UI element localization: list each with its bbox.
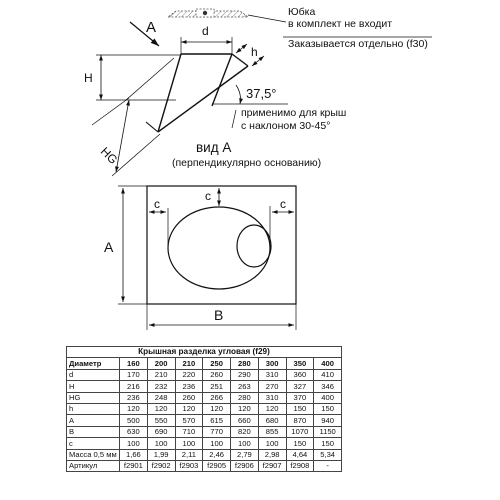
label-c-top: c [205, 189, 211, 203]
table-cell: f2908 [286, 460, 314, 471]
table-cell: 120 [175, 403, 203, 414]
dimension-h [236, 44, 264, 66]
skirt-note-line-2: в комплект не входит [288, 18, 393, 30]
table-row [67, 369, 342, 380]
row-label: HG [67, 392, 120, 403]
row-label: B [67, 426, 120, 437]
table-cell: 150 [314, 438, 342, 449]
table-row [67, 438, 342, 449]
column-header: 160 [120, 358, 148, 369]
table-body [67, 369, 342, 472]
label-A: A [104, 239, 114, 255]
table-cell: 236 [120, 392, 148, 403]
table-cell: 615 [203, 415, 231, 426]
row-label: Артикул [67, 460, 120, 471]
table-cell: 290 [231, 369, 259, 380]
table-cell: - [314, 460, 342, 471]
table-row [67, 449, 342, 460]
table-row [67, 381, 342, 392]
table-cell: 270 [258, 381, 286, 392]
base-plate-view [147, 186, 296, 304]
applicable-note-line-2: с наклоном 30-45° [241, 120, 331, 132]
table-cell: 630 [120, 426, 148, 437]
column-header: 400 [314, 358, 342, 369]
table-cell: 100 [175, 438, 203, 449]
label-angle: 37,5° [246, 86, 277, 101]
skirt-note-line-1: Юбка [288, 6, 316, 18]
table-cell: 550 [147, 415, 175, 426]
skirt-note-line-3: Заказывается отдельно (f30) [288, 38, 428, 50]
table-cell: 100 [258, 438, 286, 449]
table-cell: 410 [314, 369, 342, 380]
table-cell: f2901 [120, 460, 148, 471]
column-header: 250 [203, 358, 231, 369]
table-cell: 1070 [286, 426, 314, 437]
view-a-marker: A [146, 19, 157, 36]
row-label: Масса 0,5 мм [67, 449, 120, 460]
table-cell: 1150 [314, 426, 342, 437]
table-cell: 120 [258, 403, 286, 414]
label-h: h [251, 45, 258, 59]
table-cell: 251 [203, 381, 231, 392]
table-cell: 216 [120, 381, 148, 392]
table-cell: 4,64 [286, 449, 314, 460]
table-row [67, 426, 342, 437]
table-cell: 820 [231, 426, 259, 437]
table-cell: f2906 [231, 460, 259, 471]
table-header-row [67, 358, 342, 369]
label-H: H [84, 71, 93, 85]
row-label: A [67, 415, 120, 426]
table-cell: f2903 [175, 460, 203, 471]
table-cell: 248 [147, 392, 175, 403]
table-caption-row [67, 347, 342, 358]
table-cell: f2902 [147, 460, 175, 471]
label-HG: HG [97, 144, 121, 167]
table-cell: 1,66 [120, 449, 148, 460]
table-row [67, 460, 342, 471]
spec-table [66, 346, 342, 472]
table-title: Крышная разделка угловая (f29) [67, 347, 342, 358]
table-cell: 570 [175, 415, 203, 426]
label-d: d [202, 24, 209, 38]
applicable-note-line-1: применимо для крыш [241, 107, 347, 119]
table-cell: 100 [120, 438, 148, 449]
label-c-right: c [280, 197, 286, 211]
table-cell: 870 [286, 415, 314, 426]
table-cell: 360 [286, 369, 314, 380]
dimension-d [181, 37, 232, 54]
dimension-H [96, 55, 181, 100]
column-header: 210 [175, 358, 203, 369]
table-cell: 120 [203, 403, 231, 414]
header-diameter: Диаметр [67, 358, 120, 369]
table-cell: 150 [314, 403, 342, 414]
table-cell: 310 [258, 392, 286, 403]
table-cell: 170 [120, 369, 148, 380]
table-cell: 266 [203, 392, 231, 403]
table-cell: 710 [175, 426, 203, 437]
table-cell: 1,99 [147, 449, 175, 460]
table-cell: 260 [175, 392, 203, 403]
table-cell: 940 [314, 415, 342, 426]
column-header: 280 [231, 358, 259, 369]
row-label: d [67, 369, 120, 380]
table-cell: 400 [314, 392, 342, 403]
row-label: h [67, 403, 120, 414]
label-B: B [214, 307, 224, 323]
column-header: 200 [147, 358, 175, 369]
table-cell: 2,79 [231, 449, 259, 460]
table-cell: 680 [258, 415, 286, 426]
table-row [67, 392, 342, 403]
skirt-illustration [168, 9, 248, 17]
label-c-left: c [154, 197, 160, 211]
table-cell: 220 [175, 369, 203, 380]
table-cell: 280 [231, 392, 259, 403]
table-cell: f2907 [258, 460, 286, 471]
table-cell: 100 [147, 438, 175, 449]
table-cell: 2,98 [258, 449, 286, 460]
table-cell: 100 [231, 438, 259, 449]
table-cell: 120 [120, 403, 148, 414]
table-cell: 120 [147, 403, 175, 414]
table-cell: 327 [286, 381, 314, 392]
table-cell: 770 [203, 426, 231, 437]
table-row [67, 403, 342, 414]
table-cell: 236 [175, 381, 203, 392]
view-subtitle: (перпендикулярно основанию) [172, 157, 322, 169]
table-cell: 660 [231, 415, 259, 426]
table-cell: 370 [286, 392, 314, 403]
skirt-leader [248, 15, 286, 22]
table-cell: 5,34 [314, 449, 342, 460]
table-cell: 210 [147, 369, 175, 380]
row-label: H [67, 381, 120, 392]
table-cell: 2,46 [203, 449, 231, 460]
column-header: 300 [258, 358, 286, 369]
table-row [67, 415, 342, 426]
table-cell: 346 [314, 381, 342, 392]
table-cell: f2905 [203, 460, 231, 471]
table-cell: 120 [231, 403, 259, 414]
table-cell: 500 [120, 415, 148, 426]
table-cell: 310 [258, 369, 286, 380]
table-cell: 232 [147, 381, 175, 392]
dimension-A [118, 186, 147, 304]
column-header: 350 [286, 358, 314, 369]
table-cell: 855 [258, 426, 286, 437]
table-cell: 100 [203, 438, 231, 449]
table-cell: 260 [203, 369, 231, 380]
row-label: c [67, 438, 120, 449]
table-cell: 150 [286, 438, 314, 449]
table-cell: 150 [286, 403, 314, 414]
table-cell: 690 [147, 426, 175, 437]
table-cell: 2,11 [175, 449, 203, 460]
side-view [146, 54, 248, 132]
table-cell: 263 [231, 381, 259, 392]
view-title: вид A [196, 140, 232, 155]
